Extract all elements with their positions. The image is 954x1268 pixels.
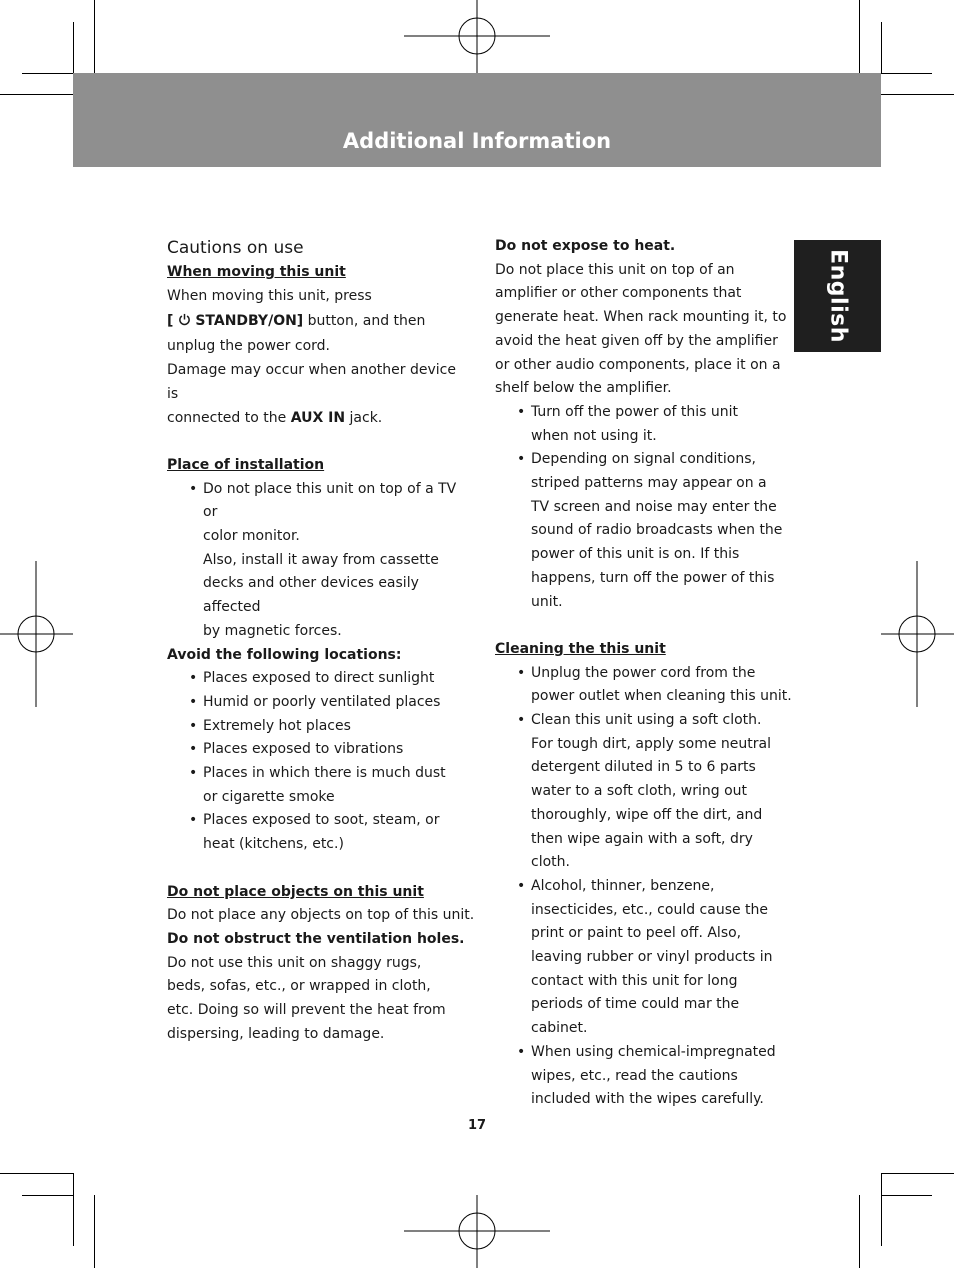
moving-line-3: unplug the power cord.	[167, 338, 330, 355]
installation-subheading: Place of installation	[167, 456, 325, 473]
left-column	[167, 235, 475, 1046]
objects-subheading: Do not place objects on this unit	[167, 883, 424, 900]
heat-list	[495, 401, 795, 614]
list-item: • Turn off the power of this unit when not using it.	[495, 401, 795, 448]
standby-after: button, and then	[303, 313, 426, 330]
heat-text: Do not place this unit on top of an amplifier or other components that generate heat. When rack mounting it, to avoid the heat given off by the amplifier or other audio components, place it on a shelf below the amplifier.	[495, 261, 787, 397]
list-item: • Places in which there is much dust or cigarette smoke	[167, 762, 467, 809]
moving-line-2	[167, 308, 467, 335]
avoid-locations-title: Avoid the following locations:	[167, 646, 402, 663]
aux-after: jack.	[345, 409, 383, 426]
moving-line-4: Damage may occur when another device is	[167, 362, 456, 402]
aux-in-label: AUX IN	[290, 409, 346, 426]
installation-text: Also, install it away from cassette	[203, 551, 439, 568]
list-item: • Alcohol, thinner, benzene, insecticides, etc., could cause the print or paint to peel off. Also, leaving rubber or vinyl products in contact with this unit for long periods of time could mar the cabinet.	[495, 875, 795, 1041]
cautions-heading: Cautions on use	[167, 238, 304, 258]
header-band	[73, 73, 881, 167]
list-item: • Places exposed to soot, steam, or heat (kitchens, etc.)	[167, 809, 467, 856]
language-tab	[794, 240, 881, 352]
cleaning-subheading: Cleaning the this unit	[495, 640, 666, 657]
avoid-locations-list	[167, 667, 467, 857]
ventilation-title: Do not obstruct the ventilation holes.	[167, 930, 465, 947]
list-item	[167, 478, 467, 644]
list-item: • Humid or poorly ventilated places	[167, 691, 467, 715]
registration-mark-bottom	[404, 1195, 550, 1268]
standby-label: STANDBY/ON]	[195, 313, 304, 330]
right-column	[495, 235, 795, 1112]
installation-text: decks and other devices easily affected	[203, 575, 419, 616]
list-item: • Places exposed to direct sunlight	[167, 667, 467, 691]
moving-subheading: When moving this unit	[167, 264, 346, 280]
list-item: • When using chemical-impregnated wipes, etc., read the cautions included with the wipes carefully.	[495, 1041, 795, 1112]
list-item: • Extremely hot places	[167, 715, 467, 739]
ventilation-text: Do not use this unit on shaggy rugs, beds, sofas, etc., or wrapped in cloth, etc. Doing so will prevent the heat from dispersing, leading to damage.	[167, 954, 446, 1042]
cleaning-text: • Clean this unit using a soft cloth.	[531, 712, 762, 729]
list-item: • Unplug the power cord from the power outlet when cleaning this unit.	[495, 662, 795, 709]
list-item: • Depending on signal conditions, striped patterns may appear on a TV screen and noise may enter the sound of radio broadcasts when the power of this unit is on. If this happens, turn off the power of this unit.	[495, 448, 795, 614]
registration-mark-left	[0, 561, 73, 707]
heat-title: Do not expose to heat.	[495, 238, 676, 254]
standby-bracket: [	[167, 313, 174, 330]
moving-line-1: When moving this unit, press	[167, 287, 372, 304]
cleaning-text: For tough dirt, apply some neutral detergent diluted in 5 to 6 parts water to a soft cloth, wring out thoroughly, wipe off the dirt, and then wipe again with a soft, dry cloth.	[531, 735, 771, 871]
cleaning-list	[495, 662, 795, 1112]
installation-text: • Do not place this unit on top of a TV or	[203, 480, 457, 521]
language-label: English	[825, 249, 850, 343]
power-icon	[178, 313, 191, 326]
moving-line-5	[167, 407, 467, 431]
registration-mark-right	[881, 561, 954, 707]
list-item	[495, 709, 795, 875]
installation-text: by magnetic forces.	[203, 622, 342, 639]
objects-text: Do not place any objects on top of this unit.	[167, 907, 475, 924]
page-number: 17	[467, 1118, 487, 1133]
installation-text: color monitor.	[203, 528, 300, 545]
page-title: Additional Information	[342, 129, 612, 153]
list-item: • Places exposed to vibrations	[167, 738, 467, 762]
registration-mark-top	[404, 0, 550, 73]
aux-before: connected to the	[167, 409, 291, 426]
installation-list	[167, 478, 467, 644]
